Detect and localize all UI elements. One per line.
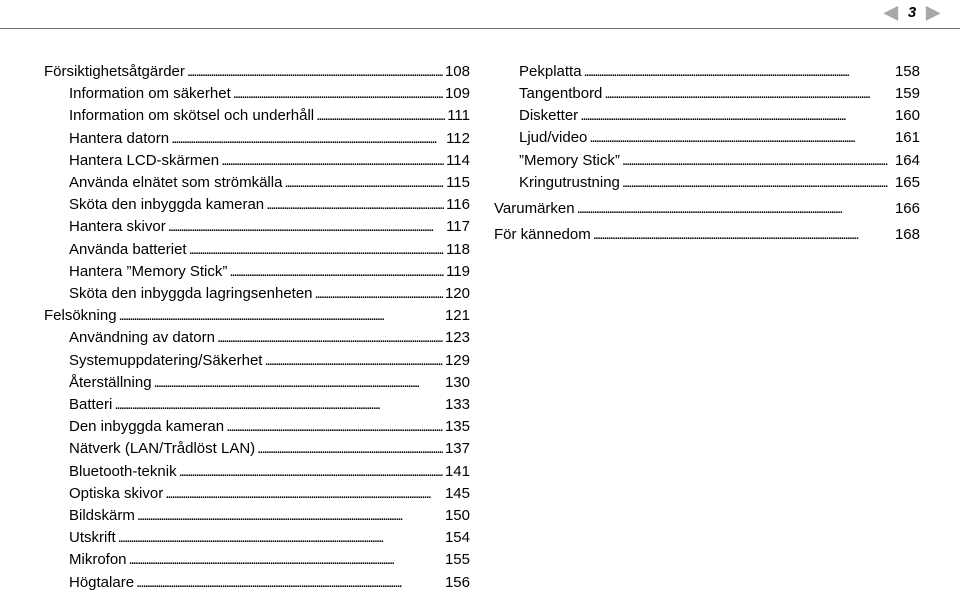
toc-leader-dots (264, 352, 443, 369)
toc-entry[interactable] (44, 546, 470, 568)
toc-leader-dots (189, 241, 444, 258)
toc-entry[interactable] (44, 458, 470, 480)
toc-entry[interactable] (44, 258, 470, 280)
toc-entry-page-number: 154 (444, 529, 470, 547)
toc-leader-dots (604, 85, 893, 102)
toc-entry[interactable] (494, 147, 920, 169)
toc-entry-title: Hantera ”Memory Stick” (69, 262, 228, 280)
header-divider (0, 28, 960, 29)
toc-entry[interactable] (494, 80, 920, 102)
toc-entry-page-number: 123 (444, 329, 470, 347)
toc-leader-dots (114, 396, 443, 413)
toc-leader-dots (315, 285, 443, 302)
toc-leader-dots (229, 263, 444, 280)
toc-entry-page-number: 120 (444, 285, 470, 302)
toc-entry-title: Utskrift (69, 529, 116, 547)
toc-entry-page-number: 130 (444, 373, 470, 391)
toc-leader-dots (165, 485, 443, 502)
toc-entry-title: Nätverk (LAN/Trådlöst LAN) (69, 440, 256, 458)
toc-entry-title: Tangentbord (519, 85, 603, 102)
toc-entry-page-number: 108 (444, 63, 470, 80)
toc-entry[interactable] (494, 124, 920, 146)
toc-entry[interactable] (44, 391, 470, 413)
toc-entry-page-number: 168 (894, 226, 920, 243)
toc-entry[interactable] (44, 480, 470, 502)
toc-entry[interactable] (44, 169, 470, 191)
toc-entry-page-number: 117 (446, 218, 470, 236)
toc-entry-title: Använda elnätet som strömkälla (69, 174, 283, 191)
toc-leader-dots (136, 574, 443, 591)
toc-entry-title: Information om säkerhet (69, 85, 231, 103)
toc-entry-title: Sköta den inbyggda kameran (69, 196, 265, 214)
toc-entry-page-number: 160 (894, 107, 920, 124)
toc-leader-dots (316, 107, 445, 124)
toc-entry-title: Hantera datorn (69, 129, 170, 147)
toc-entry[interactable] (44, 347, 470, 369)
toc-entry-page-number: 121 (444, 307, 470, 325)
toc-entry-page-number: 112 (446, 129, 470, 147)
toc-entry-title: Felsökning (44, 307, 117, 325)
toc-leader-dots (622, 152, 893, 169)
toc-entry-title: Information om skötsel och underhåll (69, 107, 315, 125)
toc-leader-dots (137, 507, 443, 524)
toc-leader-dots (118, 529, 443, 546)
toc-leader-dots (584, 63, 893, 80)
toc-leader-dots (179, 463, 443, 480)
toc-entry-page-number: 159 (894, 85, 920, 102)
page-header (0, 0, 960, 28)
toc-entry[interactable] (44, 191, 470, 213)
toc-entry-title: För kännedom (494, 226, 591, 243)
toc-leader-dots (171, 130, 444, 147)
toc-entry-page-number: 164 (894, 152, 920, 169)
toc-entry[interactable] (44, 236, 470, 258)
toc-entry-title: Mikrofon (69, 551, 127, 569)
toc-entry-title: Pekplatta (519, 63, 582, 80)
toc-entry[interactable] (44, 125, 470, 147)
toc-leader-dots (129, 551, 443, 568)
toc-entry-page-number: 114 (446, 151, 470, 169)
toc-leader-dots (622, 174, 893, 191)
toc-entry[interactable] (44, 569, 470, 591)
toc-entry-title: Använda batteriet (69, 240, 187, 258)
toc-entry-page-number: 118 (446, 240, 470, 258)
toc-entry[interactable] (44, 435, 470, 457)
toc-entry[interactable] (44, 147, 470, 169)
toc-entry-page-number: 111 (447, 107, 470, 125)
toc-entry-title: Sköta den inbyggda lagringsenheten (69, 285, 313, 302)
toc-entry-page-number: 135 (444, 418, 470, 436)
toc-leader-dots (580, 107, 893, 124)
toc-entry-page-number: 161 (894, 129, 920, 146)
toc-entry-title: Disketter (519, 107, 579, 124)
toc-entry-title: Varumärken (494, 200, 575, 217)
toc-entry-page-number: 116 (446, 196, 470, 214)
toc-entry[interactable] (44, 80, 470, 102)
toc-entry-page-number: 156 (444, 573, 470, 591)
toc-leader-dots (233, 85, 443, 102)
toc-entry[interactable] (44, 302, 470, 324)
toc-entry-title: Hantera skivor (69, 218, 166, 236)
toc-leader-dots (187, 63, 443, 80)
toc-entry-title: Återställning (69, 373, 152, 391)
toc-entry-page-number: 119 (446, 262, 470, 280)
toc-entry-title: Systemuppdatering/Säkerhet (69, 351, 263, 369)
toc-entry-title: Högtalare (69, 573, 135, 591)
toc-entry-title: Batteri (69, 396, 113, 413)
toc-entry-page-number: 150 (444, 507, 470, 524)
toc-leader-dots (217, 329, 443, 346)
toc-entry-title: Kringutrustning (519, 174, 620, 191)
page-navigation (884, 0, 940, 24)
toc-entry-title: Den inbyggda kameran (69, 418, 225, 436)
toc-leader-dots (577, 200, 893, 217)
toc-entry[interactable] (494, 221, 920, 243)
toc-entry-page-number: 145 (444, 484, 470, 502)
toc-leader-dots (154, 374, 443, 391)
toc-entry-page-number: 141 (444, 462, 470, 480)
toc-entry[interactable] (44, 324, 470, 346)
toc-leader-dots (593, 226, 893, 243)
toc-entry-page-number: 165 (894, 174, 920, 191)
toc-entry[interactable] (44, 102, 470, 124)
toc-entry[interactable] (494, 195, 920, 217)
toc-entry-title: Hantera LCD-skärmen (69, 151, 220, 169)
toc-entry[interactable] (44, 369, 470, 391)
toc-entry-page-number: 166 (894, 200, 920, 217)
toc-entry-title: Optiska skivor (69, 484, 164, 502)
toc-entry[interactable] (44, 502, 470, 524)
toc-leader-dots (257, 440, 443, 457)
page-number: 3 (907, 3, 917, 21)
toc-entry[interactable] (44, 58, 470, 80)
toc-leader-dots (221, 152, 444, 169)
toc-leader-dots (589, 129, 893, 146)
toc-entry-title: Användning av datorn (69, 329, 215, 347)
toc-leader-dots (119, 307, 443, 324)
toc-entry-title: ”Memory Stick” (519, 152, 620, 169)
toc-leader-dots (284, 174, 444, 191)
toc-entry-page-number: 115 (446, 174, 470, 191)
toc-entry-title: Bildskärm (69, 507, 135, 524)
toc-entry-page-number: 155 (444, 551, 470, 569)
toc-entry[interactable] (44, 413, 470, 435)
toc-leader-dots (168, 218, 444, 235)
toc-entry[interactable] (494, 102, 920, 124)
toc-entry-title: Ljud/video (519, 129, 588, 146)
next-page-arrow-icon[interactable]: ▶ (926, 2, 940, 22)
toc-entry-page-number: 109 (444, 85, 470, 103)
toc-entry-page-number: 137 (444, 440, 470, 458)
toc-entry-page-number: 129 (444, 351, 470, 369)
toc-entry[interactable] (44, 213, 470, 235)
toc-leader-dots (226, 418, 443, 435)
toc-entry[interactable] (494, 58, 920, 80)
toc-entry-title: Bluetooth-teknik (69, 462, 177, 480)
toc-entry[interactable] (494, 169, 920, 191)
toc-entry-page-number: 133 (444, 396, 470, 413)
toc-entry[interactable] (44, 524, 470, 546)
toc-entry[interactable] (44, 280, 470, 302)
previous-page-arrow-icon[interactable]: ◀ (883, 2, 898, 22)
toc-entry-title: Försiktighetsåtgärder (44, 63, 185, 80)
toc-leader-dots (266, 196, 444, 213)
toc-entry-page-number: 158 (894, 63, 920, 80)
